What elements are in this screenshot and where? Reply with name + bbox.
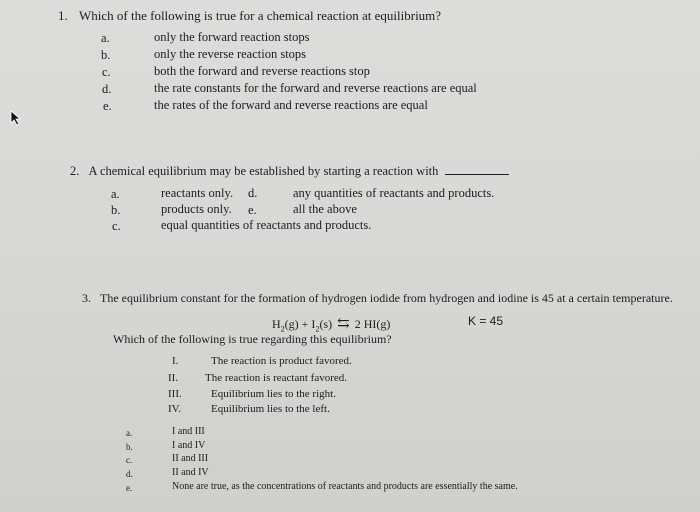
q3-statement-2-num: II.: [168, 372, 179, 384]
equation-h2-sub: 2: [280, 324, 285, 334]
q3-option-e-text[interactable]: None are true, as the concentrations of reactants and products are essentially the same.: [172, 481, 518, 492]
q2-option-e-letter[interactable]: e.: [248, 203, 257, 217]
q3-option-c-text[interactable]: II and III: [172, 453, 209, 464]
q1-number: 1.: [58, 8, 68, 23]
q3-statement-3-text: Equilibrium lies to the right.: [211, 388, 336, 400]
q3-option-d-letter[interactable]: d.: [126, 469, 133, 479]
q3-statement-3-num: III.: [168, 388, 182, 400]
q3-equation: [272, 314, 390, 333]
equation-h2-state: (g) + I: [284, 317, 316, 331]
q3-option-b-letter[interactable]: b.: [126, 442, 133, 452]
q1-option-b-text[interactable]: only the reverse reaction stops: [154, 47, 307, 61]
mouse-cursor-icon: [10, 110, 24, 126]
q3-subquestion: Which of the following is true regarding this equilibrium?: [113, 332, 392, 346]
q1-option-a-text[interactable]: only the forward reaction stops: [154, 30, 310, 44]
q3-option-d-text[interactable]: II and IV: [172, 467, 209, 478]
q3-option-b-text[interactable]: I and IV: [172, 440, 206, 451]
q3-text: The equilibrium constant for the formation of hydrogen iodide from hydrogen and iodine is 45 at a certain temperature.: [100, 291, 673, 305]
q2-option-d-text[interactable]: any quantities of reactants and products.: [293, 186, 495, 200]
q3-statement-4-text: Equilibrium lies to the left.: [211, 403, 330, 415]
q2-option-c-text[interactable]: equal quantities of reactants and products.: [161, 218, 372, 232]
q2-option-e-text[interactable]: all the above: [293, 202, 357, 216]
q1-option-b-letter[interactable]: b.: [101, 48, 111, 62]
q2-option-a-letter[interactable]: a.: [111, 187, 120, 201]
q3-option-a-letter[interactable]: a.: [126, 428, 133, 438]
q1-option-a-letter[interactable]: a.: [101, 31, 110, 45]
q3-option-a-text[interactable]: I and III: [172, 426, 205, 437]
q2-answer-blank[interactable]: [445, 164, 509, 175]
equation-h2: H: [272, 317, 281, 331]
q2-option-a-text[interactable]: reactants only.: [161, 186, 234, 200]
q2-option-c-letter[interactable]: c.: [112, 219, 121, 233]
q3-k-value: K = 45: [468, 314, 504, 328]
q3-statement-2-text: The reaction is reactant favored.: [205, 372, 348, 384]
q2-text: A chemical equilibrium may be established by starting a reaction with: [88, 164, 439, 178]
q3-option-e-letter[interactable]: e.: [126, 483, 133, 493]
q2-number: 2.: [70, 164, 80, 178]
q2-option-d-letter[interactable]: d.: [248, 186, 258, 200]
q1-option-d-letter[interactable]: d.: [102, 82, 112, 96]
q3-statement-1-num: I.: [172, 355, 179, 367]
q1-text: Which of the following is true for a chemical reaction at equilibrium?: [79, 8, 442, 23]
q3-option-c-letter[interactable]: c.: [126, 455, 133, 465]
q1-option-c-letter[interactable]: c.: [102, 65, 111, 79]
q3-question: [82, 291, 673, 306]
q1-option-e-text[interactable]: the rates of the forward and reverse reactions are equal: [154, 98, 428, 112]
q2-question: [70, 164, 509, 179]
q3-number: 3.: [82, 291, 91, 305]
equation-i2-state: (s): [319, 317, 333, 331]
q1-option-c-text[interactable]: both the forward and reverse reactions stop: [154, 64, 370, 78]
q1-option-d-text[interactable]: the rate constants for the forward and reverse reactions are equal: [154, 81, 477, 95]
q2-option-b-text[interactable]: products only.: [161, 202, 232, 216]
equation-i2-sub: 2: [315, 324, 320, 334]
equilibrium-arrow-icon: ⇆: [337, 316, 350, 332]
q1-option-e-letter[interactable]: e.: [103, 99, 112, 113]
q2-option-b-letter[interactable]: b.: [111, 203, 121, 217]
equation-product: 2 HI(g): [354, 317, 391, 331]
q1-question: [58, 8, 441, 24]
q3-statement-1-text: The reaction is product favored.: [211, 355, 352, 367]
q3-statement-4-num: IV.: [168, 403, 181, 415]
